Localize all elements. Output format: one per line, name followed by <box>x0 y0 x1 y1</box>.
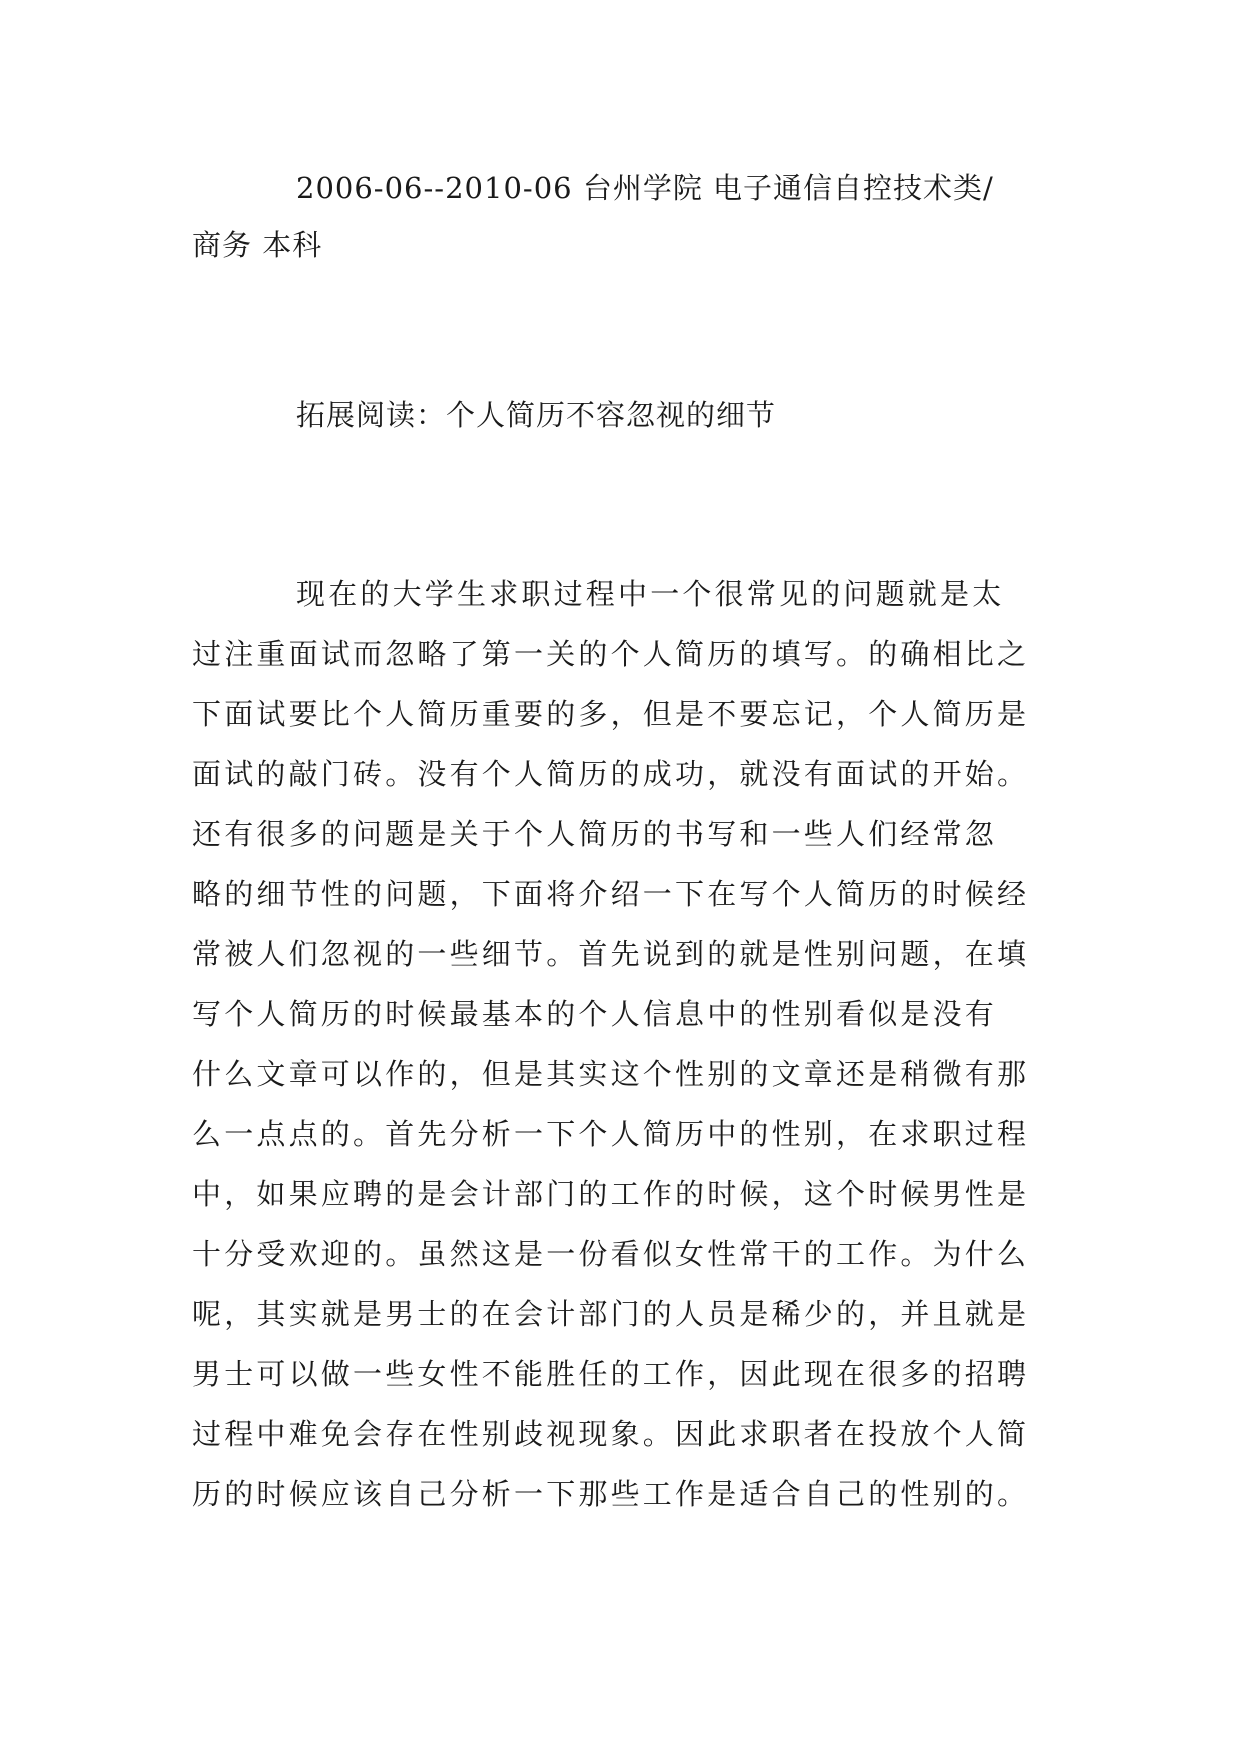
article-line: 过注重面试而忽略了第一关的个人简历的填写。的确相比之 <box>192 637 1030 671</box>
article-line: 男士可以做一些女性不能胜任的工作，因此现在很多的招聘 <box>192 1357 1030 1391</box>
article-line: 十分受欢迎的。虽然这是一份看似女性常干的工作。为什么 <box>192 1237 1030 1271</box>
article-line: 下面试要比个人简历重要的多，但是不要忘记，个人简历是 <box>192 697 1030 731</box>
article-line: 什么文章可以作的，但是其实这个性别的文章还是稍微有那 <box>192 1057 1030 1091</box>
article-line: 还有很多的问题是关于个人简历的书写和一些人们经常忽 <box>192 817 998 851</box>
article-line: 写个人简历的时候最基本的个人信息中的性别看似是没有 <box>192 997 998 1031</box>
article-line: 么一点点的。首先分析一下个人简历中的性别，在求职过程 <box>192 1117 1030 1151</box>
article-line: 略的细节性的问题，下面将介绍一下在写个人简历的时候经 <box>192 877 1030 911</box>
education-entry <box>192 160 1072 274</box>
article-line: 过程中难免会存在性别歧视现象。因此求职者在投放个人简 <box>192 1417 1030 1451</box>
article-line: 呢，其实就是男士的在会计部门的人员是稀少的，并且就是 <box>192 1297 1030 1331</box>
article-line: 常被人们忽视的一些细节。首先说到的就是性别问题，在填 <box>192 937 1030 971</box>
article-line: 现在的大学生求职过程中一个很常见的问题就是太 <box>296 577 1005 611</box>
extended-reading-heading: 拓展阅读：个人简历不容忽视的细节 <box>296 398 777 432</box>
article-line: 历的时候应该自己分析一下那些工作是适合自己的性别的。 <box>192 1477 1030 1511</box>
article-line: 中，如果应聘的是会计部门的工作的时候，这个时候男性是 <box>192 1177 1030 1211</box>
article-line: 面试的敲门砖。没有个人简历的成功，就没有面试的开始。 <box>192 757 1030 791</box>
education-entry-line-2: 商务 本科 <box>192 228 323 262</box>
education-entry-line-1: 2006-06--2010-06 台州学院 电子通信自控技术类/ <box>296 171 994 205</box>
article-body <box>192 564 1072 1524</box>
